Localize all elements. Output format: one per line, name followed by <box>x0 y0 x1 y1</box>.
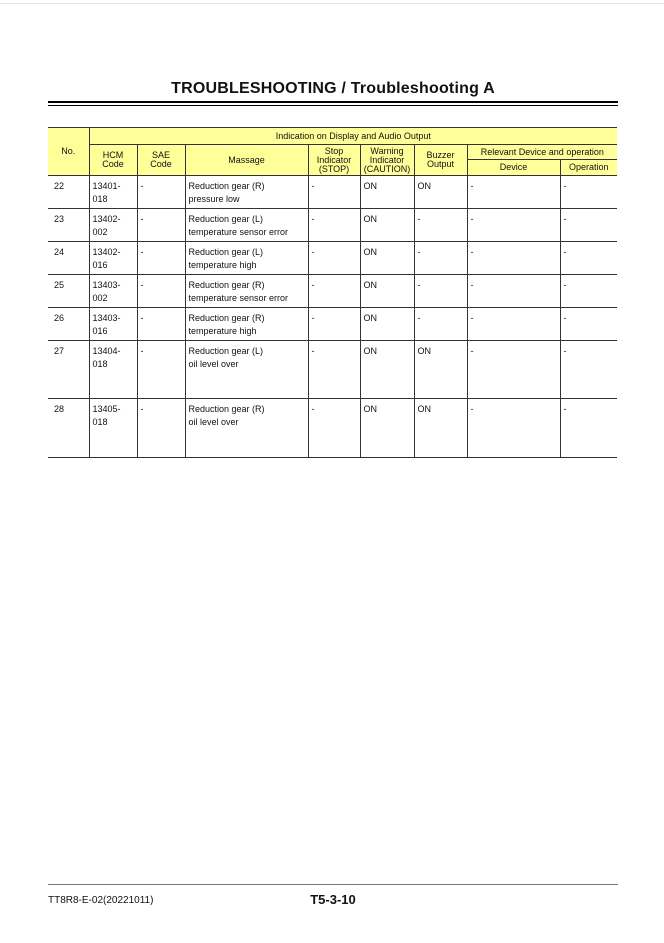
cell-sae-code: - <box>137 341 185 399</box>
cell-message: Reduction gear (R) oil level over <box>185 399 308 458</box>
footer-rule <box>48 884 618 885</box>
cell-message: Reduction gear (R) pressure low <box>185 176 308 209</box>
cell-device: - <box>467 341 560 399</box>
table-row <box>48 176 617 209</box>
header-stop-indicator: Stop Indicator (STOP) <box>308 145 360 176</box>
table-row <box>48 275 617 308</box>
header-buzzer-output: Buzzer Output <box>414 145 467 176</box>
cell-no: 22 <box>48 176 89 209</box>
cell-message: Reduction gear (L) temperature high <box>185 242 308 275</box>
cell-hcm-code: 13403-002 <box>89 275 137 308</box>
document-code: TT8R8-E-02(20221011) <box>48 895 154 906</box>
header-hcm-code: HCM Code <box>89 145 137 176</box>
header-warning-indicator: Warning Indicator (CAUTION) <box>360 145 414 176</box>
cell-no: 28 <box>48 399 89 458</box>
header-indication-group: Indication on Display and Audio Output <box>89 128 617 145</box>
cell-sae-code: - <box>137 308 185 341</box>
cell-warning: ON <box>360 209 414 242</box>
cell-buzzer: ON <box>414 399 467 458</box>
cell-warning: ON <box>360 275 414 308</box>
cell-operation: - <box>560 209 617 242</box>
cell-warning: ON <box>360 308 414 341</box>
cell-buzzer: - <box>414 308 467 341</box>
cell-buzzer: - <box>414 275 467 308</box>
table-row <box>48 242 617 275</box>
title-rule-thin <box>48 105 618 106</box>
cell-sae-code: - <box>137 209 185 242</box>
cell-buzzer: ON <box>414 341 467 399</box>
header-operation: Operation <box>560 160 617 176</box>
cell-sae-code: - <box>137 176 185 209</box>
cell-buzzer: - <box>414 209 467 242</box>
header-device: Device <box>467 160 560 176</box>
top-border-line <box>0 3 664 4</box>
cell-device: - <box>467 242 560 275</box>
cell-device: - <box>467 275 560 308</box>
header-sae-code: SAE Code <box>137 145 185 176</box>
header-message: Massage <box>185 145 308 176</box>
cell-operation: - <box>560 341 617 399</box>
cell-hcm-code: 13402-002 <box>89 209 137 242</box>
cell-no: 27 <box>48 341 89 399</box>
cell-sae-code: - <box>137 275 185 308</box>
cell-sae-code: - <box>137 399 185 458</box>
table-row <box>48 399 617 458</box>
cell-sae-code: - <box>137 242 185 275</box>
cell-stop: - <box>308 275 360 308</box>
cell-hcm-code: 13401-018 <box>89 176 137 209</box>
cell-no: 25 <box>48 275 89 308</box>
cell-operation: - <box>560 399 617 458</box>
cell-operation: - <box>560 308 617 341</box>
cell-buzzer: ON <box>414 176 467 209</box>
header-relevant-device: Relevant Device and operation <box>467 145 617 160</box>
cell-device: - <box>467 399 560 458</box>
cell-buzzer: - <box>414 242 467 275</box>
cell-operation: - <box>560 242 617 275</box>
cell-stop: - <box>308 209 360 242</box>
cell-hcm-code: 13405-018 <box>89 399 137 458</box>
page-number: T5-3-10 <box>310 892 356 907</box>
cell-stop: - <box>308 341 360 399</box>
table-row <box>48 209 617 242</box>
table-row <box>48 308 617 341</box>
cell-warning: ON <box>360 176 414 209</box>
cell-no: 23 <box>48 209 89 242</box>
cell-stop: - <box>308 308 360 341</box>
cell-device: - <box>467 209 560 242</box>
cell-message: Reduction gear (R) temperature high <box>185 308 308 341</box>
table-row <box>48 341 617 399</box>
cell-operation: - <box>560 275 617 308</box>
cell-hcm-code: 13403-016 <box>89 308 137 341</box>
cell-device: - <box>467 176 560 209</box>
cell-hcm-code: 13402-016 <box>89 242 137 275</box>
cell-message: Reduction gear (L) temperature sensor error <box>185 209 308 242</box>
header-no: No. <box>48 128 89 176</box>
cell-no: 26 <box>48 308 89 341</box>
cell-stop: - <box>308 176 360 209</box>
page-title: TROUBLESHOOTING / Troubleshooting A <box>171 80 495 97</box>
cell-warning: ON <box>360 399 414 458</box>
cell-operation: - <box>560 176 617 209</box>
fault-code-table <box>48 127 617 458</box>
cell-message: Reduction gear (R) temperature sensor error <box>185 275 308 308</box>
cell-warning: ON <box>360 341 414 399</box>
cell-hcm-code: 13404-018 <box>89 341 137 399</box>
cell-stop: - <box>308 399 360 458</box>
cell-message: Reduction gear (L) oil level over <box>185 341 308 399</box>
cell-device: - <box>467 308 560 341</box>
title-rule-thick <box>48 101 618 103</box>
cell-warning: ON <box>360 242 414 275</box>
cell-stop: - <box>308 242 360 275</box>
cell-no: 24 <box>48 242 89 275</box>
